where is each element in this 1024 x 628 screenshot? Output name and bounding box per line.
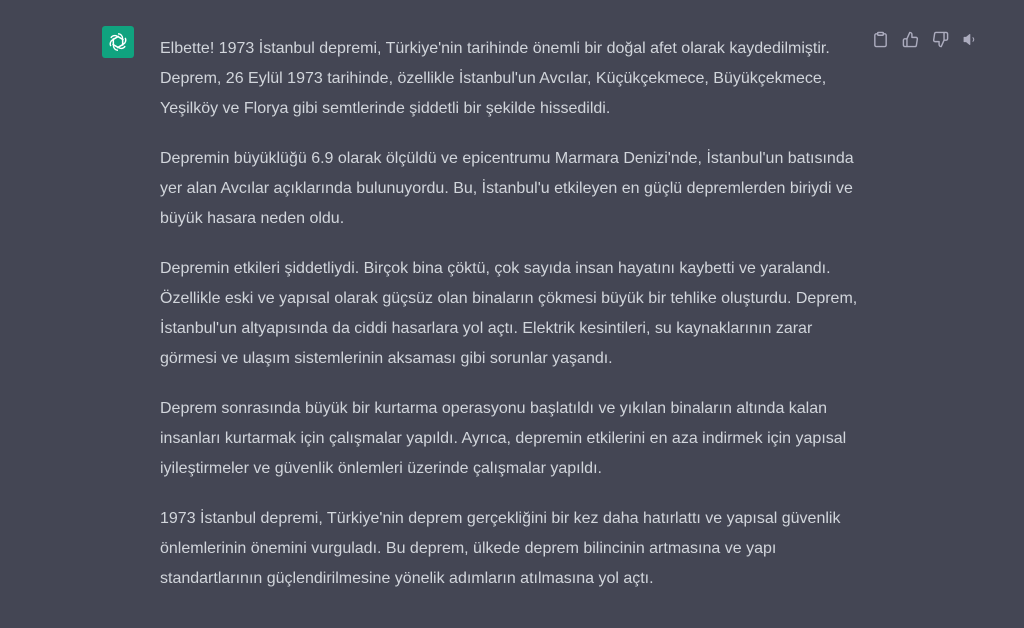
thumbs-up-icon — [902, 31, 919, 48]
paragraph-3: Depremin etkileri şiddetliydi. Birçok bina çöktü, çok sayıda insan hayatını kaybetti ve yaralandı. Özellikle eski ve yapısal olarak güçsüz olan binaların çökmesi büyük bir tehlike oluşturdu. Deprem, İstanbul'un altyapısında da ciddi hasarlara yol açtı. Elektrik kesintileri, su kaynaklarının zarar görmesi ve ulaşım sistemlerinin aksaması gibi sorunlar yaşandı. — [160, 260, 858, 367]
paragraph-2: Depremin büyüklüğü 6.9 olarak ölçüldü ve epicentrumu Marmara Denizi'nde, İstanbul'un batısında yer alan Avcılar açıklarında bulunuyordu. Bu, İstanbul'u etkileyen en güçlü depremlerden biriydi ve büyük hasara neden oldu. — [160, 150, 854, 227]
assistant-avatar — [102, 26, 134, 58]
thumbs-down-button[interactable] — [928, 28, 952, 50]
speaker-icon — [962, 31, 979, 48]
paragraph-1: Elbette! 1973 İstanbul depremi, Türkiye'nin tarihinde önemli bir doğal afet olarak kaydedilmiştir. Deprem, 26 Eylül 1973 tarihinde, özellikle İstanbul'un Avcılar, Küçükçekmece, Büyükçekmece, Yeşilköy ve Florya gibi semtlerinde şiddetli bir şekilde hissedildi. — [160, 40, 830, 117]
copy-button[interactable] — [868, 28, 892, 50]
openai-logo-icon — [107, 31, 129, 53]
message-content — [160, 34, 860, 614]
thumbs-up-button[interactable] — [898, 28, 922, 50]
thumbs-down-icon — [932, 31, 949, 48]
message-actions — [868, 28, 982, 50]
paragraph-4: Deprem sonrasında büyük bir kurtarma operasyonu başlatıldı ve yıkılan binaların altında kalan insanları kurtarmak için çalışmalar yapıldı. Ayrıca, depremin etkilerini en aza indirmek için yapısal iyileştirmeler ve güvenlik önlemleri üzerinde çalışmalar yapıldı. — [160, 400, 847, 477]
clipboard-icon — [872, 31, 889, 48]
paragraph-5: 1973 İstanbul depremi, Türkiye'nin deprem gerçekliğini bir kez daha hatırlattı ve yapısal güvenlik önlemlerinin önemini vurguladı. Bu deprem, ülkede deprem bilincinin artmasına ve yapı standartlarının güçlendirilmesine yönelik adımların atılmasına yol açtı. — [160, 510, 841, 587]
read-aloud-button[interactable] — [958, 28, 982, 50]
